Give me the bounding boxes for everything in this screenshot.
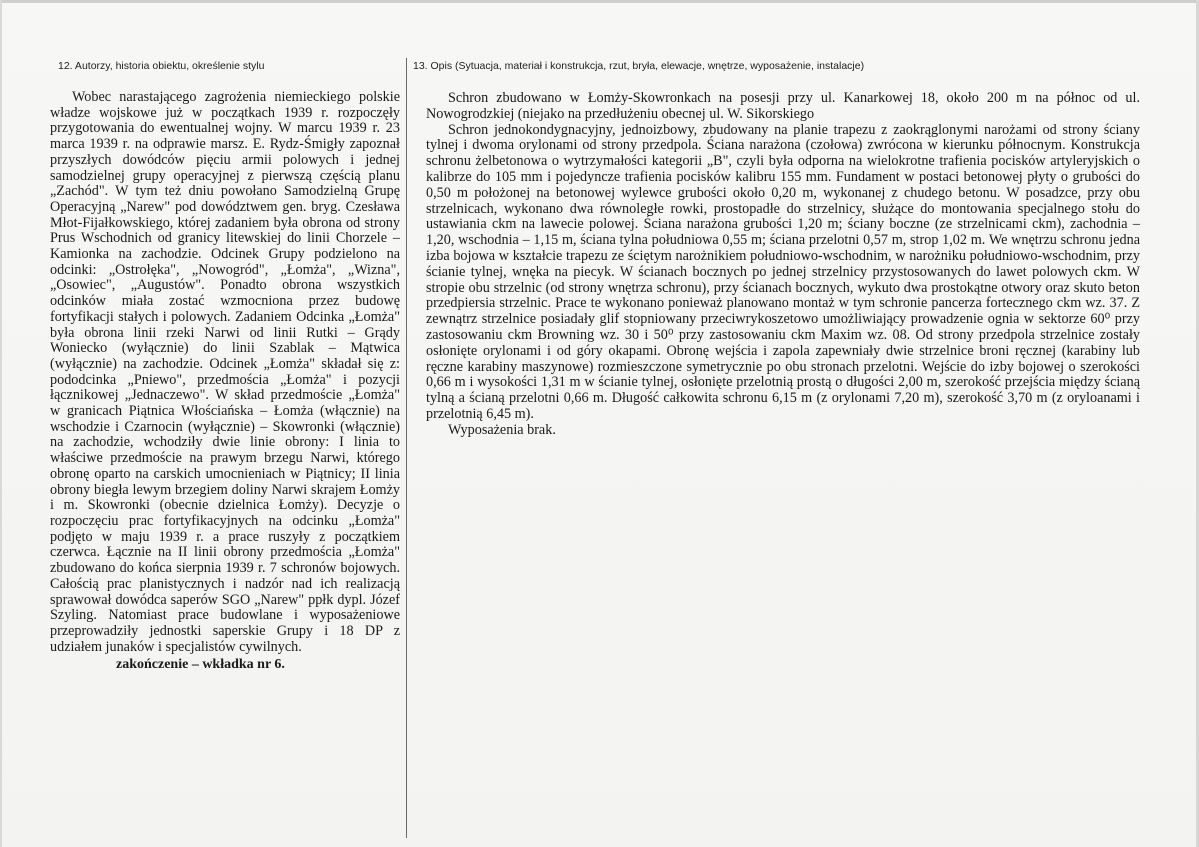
construction-paragraph: Schron jednokondygnacyjny, jednoizbowy, zbudowany na planie trapezu z zaokrąglonymi narożami od strony ściany tylnej i dwoma orylonami od strony przedpola. Ściana narażona (czołowa) zwrócona w kierunku północnym. Konstrukcja schronu żelbetonowa o wytrzymałości kategorii „B", czyli była odporna na wielokrotne trafienia pocisków artyleryjskich o kalibrze do 105 mm i pojedyncze trafienia pocisków kalibru 155 mm. Fundament w postaci betonowej płyty o grubości do 0,50 m położonej na betonowej wylewce grubości około 0,20 m, wykonanej z chudego betonu. W posadzce, przy obu strzelnicach, wykonano dwa równoległe rowki, prostopadłe do strzelnicy, służące do montowania specjalnego stołu do ustawiania ckm na lawecie polowej. Ściana narażona grubości 1,20 m; ściany boczne (ze strzelnicami ckm), zachodnia – 1,20, wschodnia – 1,15 m, ściana tylna południowa 0,55 m; ściana przelotni 0,57 m, strop 1,02 m. We wnętrzu schronu jedna izba bojowa w kształcie trapezu ze ściętym narożnikiem południowo-wschodnim, w narożniku południowo-wschodnim, przy ścianie tylnej, wnęka na piecyk. W ścianach bocznych po jednej strzelnicy przystosowanych do lawet polowych ckm. W stropie obu strzelnic (od strony wnętrza schronu), przy ścianach bocznych, wykuto dwa prostokątne otwory oraz skuto beton przedpiersia strzelnic. Prace te wykonano ponieważ planowano montaż w tym schronie pancerza fortecznego ckm wz. 37. Z zewnątrz strzelnice posiadały glif stopniowany przeciwrykoszetowo umożliwiający prowadzenie ognia w sektorze 60⁰ przy zastosowaniu ckm Browning wz. 30 i 50⁰ przy zastosowaniu ckm Maxim wz. 08. Od strony przedpola strzelnice zostały osłonięte orylonami i od góry okapami. Obronę wejścia i zapola zapewniały dwie strzelnice broni ręcznej (karabiny lub ręczne karabiny maszynowe) rozmieszczone symetrycznie po obu stronach przelotni. Wejście do izby bojowej o szerokości 0,66 m i wysokości 1,31 m w ścianie tylnej, osłonięte przelotnią prostą o długości 2,00 m, szerokość przejścia między ścianą tylną a ścianą przelotni 0,66 m. Długość całkowita schronu 6,15 m (z orylonami 7,20 m), szerokość 3,70 m (z oryloanami i przelotnią 6,45 m). [426, 121, 1140, 422]
history-column [50, 90, 400, 673]
location-paragraph: Schron zbudowano w Łomży-Skowronkach na posesji przy ul. Kanarkowej 18, około 200 m na północ od ul. Nowogrodzkiej (niejako na przedłużeniu obecnej ul. W. Sikorskiego [426, 90, 1140, 122]
history-paragraph: Wobec narastającego zagrożenia niemieckiego polskie władze wojskowe już w początkach 1939 r. rozpoczęły przygotowania do ewentualnej wojny. W marcu 1939 r. 23 marca 1939 r. na odprawie marsz. E. Rydz-Śmigły zapoznał przyszłych dowódców pięciu armii polowych i jednej samodzielnej grupy operacyjnej z pierwszą częścią planu „Zachód". W tym też dniu powołano Samodzielną Grupę Operacyjną „Narew" pod dowództwem gen. bryg. Czesława Młot-Fijałkowskiego, której zadaniem była obrona od strony Prus Wschodnich od granicy litewskiej do linii Chorzele – Kamionka na zachodzie. Odcinek Grupy podzielono na odcinki: „Ostrołęka", „Nowogród", „Łomża", „Wizna", „Osowiec", „Augustów". Ponadto obrona wszystkich odcinków miała zostać wzmocniona przez budowę fortyfikacji stałych i polowych. Zadaniem Odcinka „Łomża" była obrona linii rzeki Narwi od linii Rutki – Grądy Woniecko (wyłącznie) do linii Szablak – Mątwica (wyłącznie) na zachodzie. Odcinek „Łomża" składał się z: pododcinka „Pniewo", przedmościa „Łomża" i pozycji łącznikowej „Jednaczewo". W skład przedmoście „Łomża" w granicach Piątnica Włościańska – Łomża (włącznie) na wschodzie i Czarnocin (wyłącznie) – Skowronki (włącznie) na zachodzie, wchodziły dwie linie obrony: I linia to właściwe przedmoście na prawym brzegu Narwi, którego obronę oparto na carskich umocnieniach w Piątnicy; II linia obrony biegła lewym brzegiem doliny Narwi skrajem Łomży i m. Skowronki (obecnie dzielnica Łomży). Decyzje o rozpoczęciu prac fortyfikacyjnych na odcinku „Łomża" podjęto w maju 1939 r. a prace ruszyły z początkiem czerwca. Łącznie na II linii obrony przedmościa „Łomża" zbudowano do końca sierpnia 1939 r. 7 schronów bojowych. Całością prac planistycznych i nadzór nad ich realizacją sprawował dowódca saperów SGO „Narew" ppłk dypl. Józef Szyling. Natomiast prace budowlane i wyposażeniowe przeprowadziły jednostki saperskie Grupy i 18 DP z udziałem junaków i specjalistów cywilnych. [50, 89, 400, 655]
page-edge-top [0, 0, 1199, 3]
equipment-paragraph: Wyposażenia brak. [448, 421, 556, 438]
section-13-header: 13. Opis (Sytuacja, materiał i konstrukcja, rzut, bryła, elewacje, wnętrze, wyposażenie, instalacje) [413, 60, 865, 72]
section-12-header: 12. Autorzy, historia obiektu, określenie stylu [58, 60, 265, 72]
closing-note: zakończenie – wkładka nr 6. [116, 657, 285, 673]
page-edge-left [0, 0, 2, 847]
description-column [426, 91, 1140, 439]
column-divider [406, 58, 407, 838]
